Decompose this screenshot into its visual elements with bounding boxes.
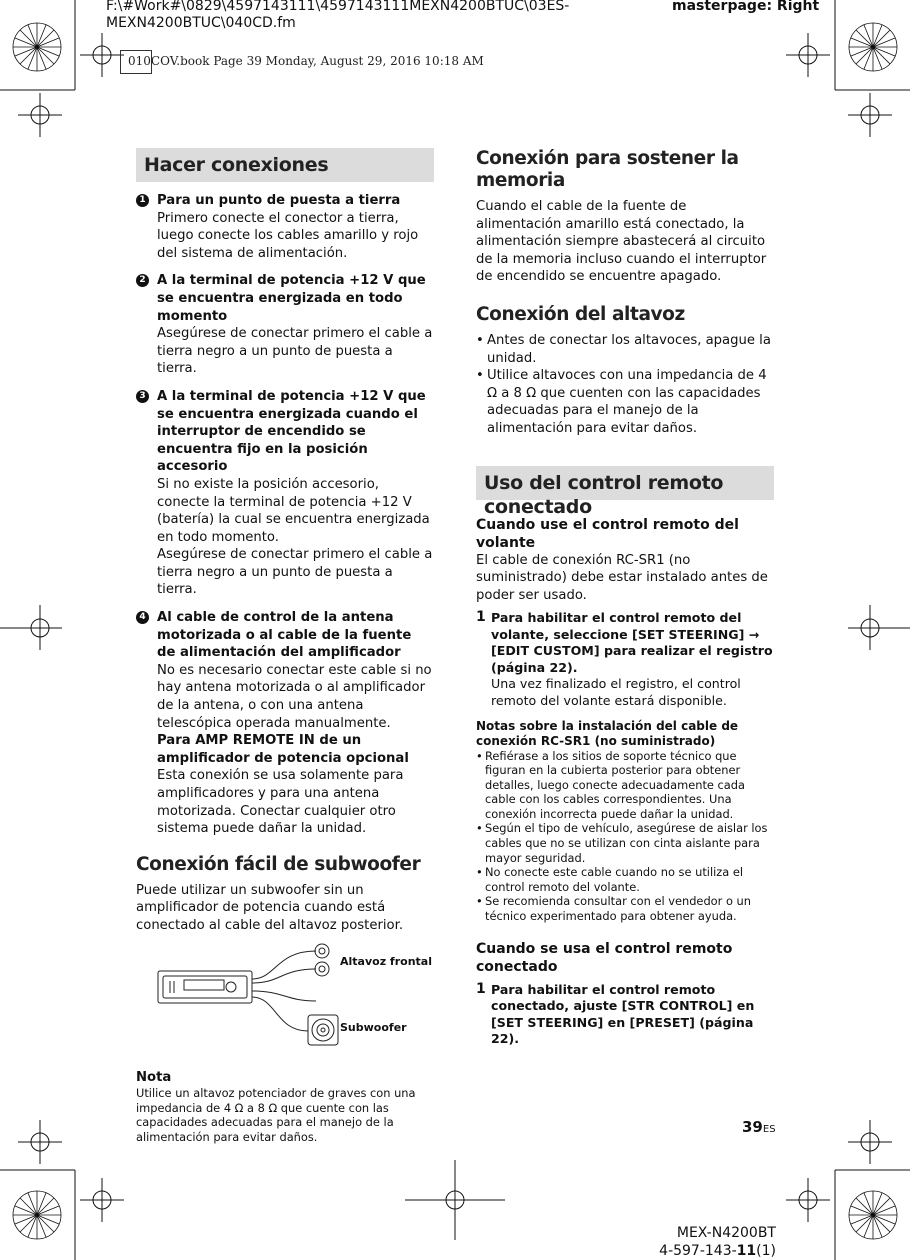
note-item: • No conecte este cable cuando no se utiliza el control remoto del volante.	[476, 865, 774, 894]
step-number: 1	[476, 609, 486, 626]
step-instruction: Para habilitar el control remoto del volante, seleccione [SET STEERING] → [EDIT CUSTOM] para realizar el registro (página 22).	[491, 610, 773, 675]
note-title: Nota	[136, 1069, 172, 1085]
item-body: No es necesario conectar este cable si no hay antena motorizada o al amplificador de la antena, o con una antena telescópica operada manualmente.	[157, 662, 432, 731]
list-item	[136, 192, 434, 262]
model-name: MEX-N4200BT	[676, 1225, 776, 1241]
item-number: 1	[136, 194, 149, 207]
page-number: 39ES	[742, 1118, 776, 1136]
subwoofer-title: Conexión fácil de subwoofer	[136, 853, 421, 875]
item-body: Si no existe la posición accesorio, conecte la terminal de potencia +12 V (batería) la cual se encuentra energizada en todo momento.	[157, 476, 430, 545]
speaker-bullet: • Antes de conectar los altavoces, apague la unidad.	[476, 332, 774, 367]
item-number: 4	[136, 611, 149, 624]
item-number: 3	[136, 390, 149, 403]
list-item	[136, 388, 434, 599]
connection-diagram	[136, 943, 434, 1063]
right-column	[476, 148, 774, 1048]
book-line: 010COV.book Page 39 Monday, August 29, 2016 10:18 AM	[128, 54, 484, 68]
steering-title: Cuando use el control remoto del volante	[476, 516, 739, 551]
step-instruction: Para habilitar el control remoto conectado, ajuste [STR CONTROL] en [SET STEERING] en [PRESET] (página 22).	[491, 981, 755, 1047]
notes-title: Notas sobre la instalación del cable de conexión RC-SR1 (no suministrado)	[476, 719, 739, 748]
memory-body: Cuando el cable de la fuente de alimentación amarillo está conectado, la alimentación siempre abastecerá al circuito de la memoria incluso cuando el interruptor de encendido se encuentre apagado.	[476, 199, 767, 285]
part-code: 4-597-143-11(1)	[659, 1243, 776, 1259]
steering-body: El cable de conexión RC-SR1 (no suministrado) debe estar instalado antes de poder ser usado.	[476, 552, 768, 603]
wire-front-2	[252, 969, 316, 983]
item-subbody: Esta conexión se usa solamente para amplificadores y para una antena motorizada. Conectar cualquier otro sistema puede dañar la unidad.	[157, 768, 404, 837]
subwoofer-body: Puede utilizar un subwoofer sin un amplificador de potencia cuando está conectado al cable del altavoz posterior.	[136, 882, 404, 933]
step-result: Una vez finalizado el registro, el control remoto del volante estará disponible.	[491, 676, 741, 708]
item-body: Primero conecte el conector a tierra, luego conecte los cables amarillo y rojo del sistema de alimentación.	[157, 210, 419, 261]
item-title: A la terminal de potencia +12 V que se encuentra energizada cuando el interruptor de encendido se encuentra fijo en la posición accesorio	[157, 388, 426, 475]
wired-title: Cuando se usa el control remoto conectado	[476, 940, 733, 975]
speaker-bullet: • Utilice altavoces con una impedancia de 4 Ω a 8 Ω que cuenten con las capacidades adecuadas para el manejo de la alimentación para evitar daños.	[476, 367, 774, 437]
masterpage-label: masterpage: Right	[672, 0, 820, 14]
item-number: 2	[136, 274, 149, 287]
item-subtitle: Para AMP REMOTE IN de un amplificador de potencia opcional	[157, 733, 409, 766]
step	[476, 610, 774, 709]
note-item: • Refiérase a los sitios de soporte técnico que figuran en la cubierta posterior para obtener detalles, luego conecte adecuadamente cada cable con los cables correspondientes. Una conexión incorrecta puede dañar la unidad.	[476, 749, 774, 822]
subwoofer-label: Subwoofer	[340, 1020, 407, 1034]
notes-list	[476, 749, 774, 924]
list-item	[136, 609, 434, 838]
model-reference	[659, 1224, 776, 1260]
step	[476, 982, 774, 1048]
step-number: 1	[476, 980, 486, 997]
file-path: F:\#Work#\0829\4597143111\4597143111MEXN4200BTUC\03ES- MEXN4200BTUC\040CD.fm	[106, 0, 570, 31]
page-suffix: ES	[762, 1124, 776, 1135]
item-body-2: Asegúrese de conectar primero el cable a tierra negro a un punto de puesta a tierra.	[157, 547, 433, 598]
memory-title: Conexión para sostener la memoria	[476, 148, 739, 191]
list-item	[136, 272, 434, 378]
front-speaker-2	[315, 962, 329, 976]
item-title: A la terminal de potencia +12 V que se encuentra energizada en todo momento	[157, 273, 426, 324]
item-body: Asegúrese de conectar primero el cable a tierra negro a un punto de puesta a tierra.	[157, 326, 433, 377]
item-title: Para un punto de puesta a tierra	[157, 193, 401, 208]
wire-sub	[252, 997, 308, 1031]
remote-section-title: Uso del control remoto conectado	[476, 466, 774, 500]
speaker-title: Conexión del altavoz	[476, 303, 685, 325]
note-item: • Según el tipo de vehículo, asegúrese de aislar los cables que no se utilizan con cinta aislante para mayor seguridad.	[476, 821, 774, 865]
note-item: • Se recomienda consultar con el vendedor o un técnico experimentado para obtener ayuda.	[476, 894, 774, 923]
section-title: Hacer conexiones	[136, 148, 434, 182]
front-speaker-label: Altavoz frontal	[340, 954, 432, 968]
item-title: Al cable de control de la antena motorizada o al cable de la fuente de alimentación del amplificador	[157, 610, 412, 661]
note-body: Utilice un altavoz potenciador de graves con una impedancia de 4 Ω a 8 Ω que cuente con las capacidades adecuadas para el manejo de la alimentación para evitar daños.	[136, 1086, 416, 1144]
left-column	[136, 148, 434, 1145]
front-speaker-1	[315, 944, 329, 958]
